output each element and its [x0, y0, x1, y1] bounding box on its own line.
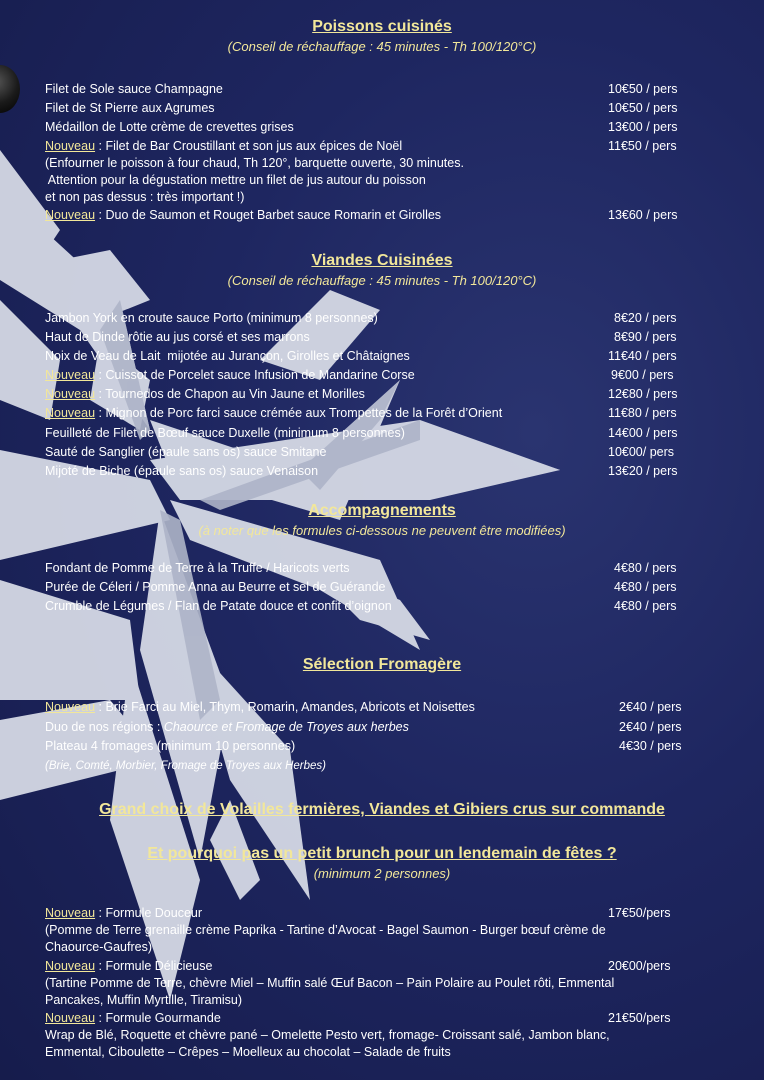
menu-price: 4€80 / pers: [614, 580, 677, 594]
menu-price: 8€90 / pers: [614, 330, 677, 344]
menu-item: Filet de Sole sauce Champagne: [45, 82, 223, 96]
poissons-subtitle: (Conseil de réchauffage : 45 minutes - Th 100/120°C): [227, 39, 537, 54]
menu-item: Crumble de Légumes / Flan de Patate douce et confit d’oignon: [45, 599, 392, 613]
menu-price: 13€20 / pers: [608, 464, 678, 478]
menu-item-label: : Cuissot de Porcelet sauce Infusion de Mandarine Corse: [95, 368, 415, 382]
menu-note: Attention pour la dégustation mettre un filet de jus autour du poisson: [45, 173, 426, 187]
menu-price: 10€00/ pers: [608, 445, 675, 459]
nouveau-tag: Nouveau: [45, 1011, 96, 1025]
brunch-subtitle: (minimum 2 personnes): [313, 866, 451, 881]
menu-price: 12€80 / pers: [608, 387, 678, 401]
menu-item: Purée de Céleri / Pomme Anna au Beurre et sel de Guérande: [45, 580, 386, 594]
menu-price: 4€30 / pers: [619, 739, 682, 753]
menu-price: 10€50 / pers: [608, 82, 678, 96]
nouveau-tag: Nouveau: [45, 700, 96, 714]
menu-item-desc: Chaource-Gaufres): [45, 940, 152, 954]
menu-item-label: : Tournedos de Chapon au Vin Jaune et Morilles: [95, 387, 365, 401]
nouveau-tag: Nouveau: [45, 208, 96, 222]
menu-item: Haut de Dinde rôtie au jus corsé et ses marrons: [45, 330, 310, 344]
menu-price: 20€00/pers: [608, 959, 671, 973]
nouveau-tag: Nouveau: [45, 906, 96, 920]
menu-item: [45, 139, 402, 154]
nouveau-tag: Nouveau: [45, 139, 96, 153]
menu-price: 9€00 / pers: [611, 368, 674, 382]
menu-item-label: : Duo de Saumon et Rouget Barbet sauce Romarin et Girolles: [95, 208, 442, 222]
menu-item: [45, 700, 475, 715]
menu-item: [45, 720, 409, 735]
menu-price: 17€50/pers: [608, 906, 671, 920]
menu-item: Noix de Veau de Lait mijotée au Jurançon, Girolles et Châtaignes: [45, 349, 410, 363]
menu-item: Plateau 4 fromages (minimum 10 personnes): [45, 739, 296, 753]
viandes-subtitle: (Conseil de réchauffage : 45 minutes - Th 100/120°C): [227, 273, 537, 288]
menu-price: 11€50 / pers: [608, 139, 677, 153]
menu-item-label: : Mignon de Porc farci sauce crémée aux Trompettes de la Forêt d’Orient: [95, 406, 503, 420]
menu-item-desc: Pancakes, Muffin Myrtille, Tiramisu): [45, 993, 243, 1007]
menu-price: 13€00 / pers: [608, 120, 678, 134]
fromage-title: Sélection Fromagère: [302, 656, 462, 673]
menu-item: Sauté de Sanglier (épaule sans os) sauce Smitane: [45, 445, 327, 459]
menu-item: Fondant de Pomme de Terre à la Truffe / Haricots verts: [45, 561, 350, 575]
menu-item-label: : Filet de Bar Croustillant et son jus aux épices de Noël: [95, 139, 403, 153]
menu-item: Médaillon de Lotte crème de crevettes grises: [45, 120, 294, 134]
menu-price: 14€00 / pers: [608, 426, 678, 440]
nouveau-tag: Nouveau: [45, 368, 96, 382]
menu-price: 11€40 / pers: [608, 349, 677, 363]
menu-item: [45, 1011, 221, 1026]
menu-item-desc: Wrap de Blé, Roquette et chèvre pané – Omelette Pesto vert, fromage- Croissant salé, Jambon blanc,: [45, 1028, 610, 1042]
accompagnements-subtitle: (à noter que les formules ci-dessous ne peuvent être modifiées): [198, 523, 566, 538]
menu-item: [45, 208, 441, 223]
menu-price: 4€80 / pers: [614, 561, 677, 575]
menu-item-desc: (Pomme de Terre grenaille crème Paprika - Tartine d’Avocat - Bagel Saumon - Burger bœuf crème de: [45, 923, 606, 937]
menu-item-desc: (Tartine Pomme de Terre, chèvre Miel – Muffin salé Œuf Bacon – Pain Polaire au Poulet rôti, Emmental: [45, 976, 615, 990]
menu-price: 4€80 / pers: [614, 599, 677, 613]
accompagnements-title: Accompagnements: [308, 502, 456, 519]
menu-item: [45, 406, 502, 421]
menu-price: 2€40 / pers: [619, 720, 682, 734]
menu-item: [45, 387, 365, 402]
menu-item-label: : Formule Douceur: [95, 906, 203, 920]
menu-item-label: : Brie Farci au Miel, Thym, Romarin, Amandes, Abricots et Noisettes: [95, 700, 475, 714]
menu-item: [45, 959, 212, 974]
brunch-title: Et pourquoi pas un petit brunch pour un lendemain de fêtes ?: [147, 845, 617, 862]
menu-item: Feuilleté de Filet de Bœuf sauce Duxelle (minimum 8 personnes): [45, 426, 405, 440]
menu-price: 13€60 / pers: [608, 208, 678, 222]
menu-price: 2€40 / pers: [619, 700, 682, 714]
nouveau-tag: Nouveau: [45, 406, 96, 420]
menu-note: et non pas dessus : très important !): [45, 190, 245, 204]
nouveau-tag: Nouveau: [45, 387, 96, 401]
menu-item-desc: Emmental, Ciboulette – Crêpes – Moelleux au chocolat – Salade de fruits: [45, 1045, 451, 1059]
menu-item: [45, 368, 415, 383]
viandes-title: Viandes Cuisinées: [311, 252, 453, 269]
menu-item: Filet de St Pierre aux Agrumes: [45, 101, 215, 115]
menu-price: 21€50/pers: [608, 1011, 671, 1025]
menu-note: (Brie, Comté, Morbier, Fromage de Troyes aux Herbes): [45, 760, 326, 772]
menu-item-italic: Chaource et Fromage de Troyes aux herbes: [163, 720, 409, 734]
poissons-title: Poissons cuisinés: [312, 18, 452, 35]
grand-choix-title: Grand choix de Volailles fermières, Viandes et Gibiers crus sur commande: [99, 801, 665, 818]
menu-price: 10€50 / pers: [608, 101, 678, 115]
menu-price: 11€80 / pers: [608, 406, 677, 420]
menu-item: Jambon York en croute sauce Porto (minimum 8 personnes): [45, 311, 378, 325]
menu-item: Mijoté de Biche (épaule sans os) sauce Venaison: [45, 464, 319, 478]
menu-item: [45, 906, 202, 921]
nouveau-tag: Nouveau: [45, 959, 96, 973]
menu-item-label: : Formule Gourmande: [95, 1011, 221, 1025]
menu-item-label: : Formule Délicieuse: [95, 959, 213, 973]
menu-item-label: Duo de nos régions :: [45, 720, 164, 734]
menu-note: (Enfourner le poisson à four chaud, Th 120°, barquette ouverte, 30 minutes.: [45, 156, 464, 170]
menu-price: 8€20 / pers: [614, 311, 677, 325]
